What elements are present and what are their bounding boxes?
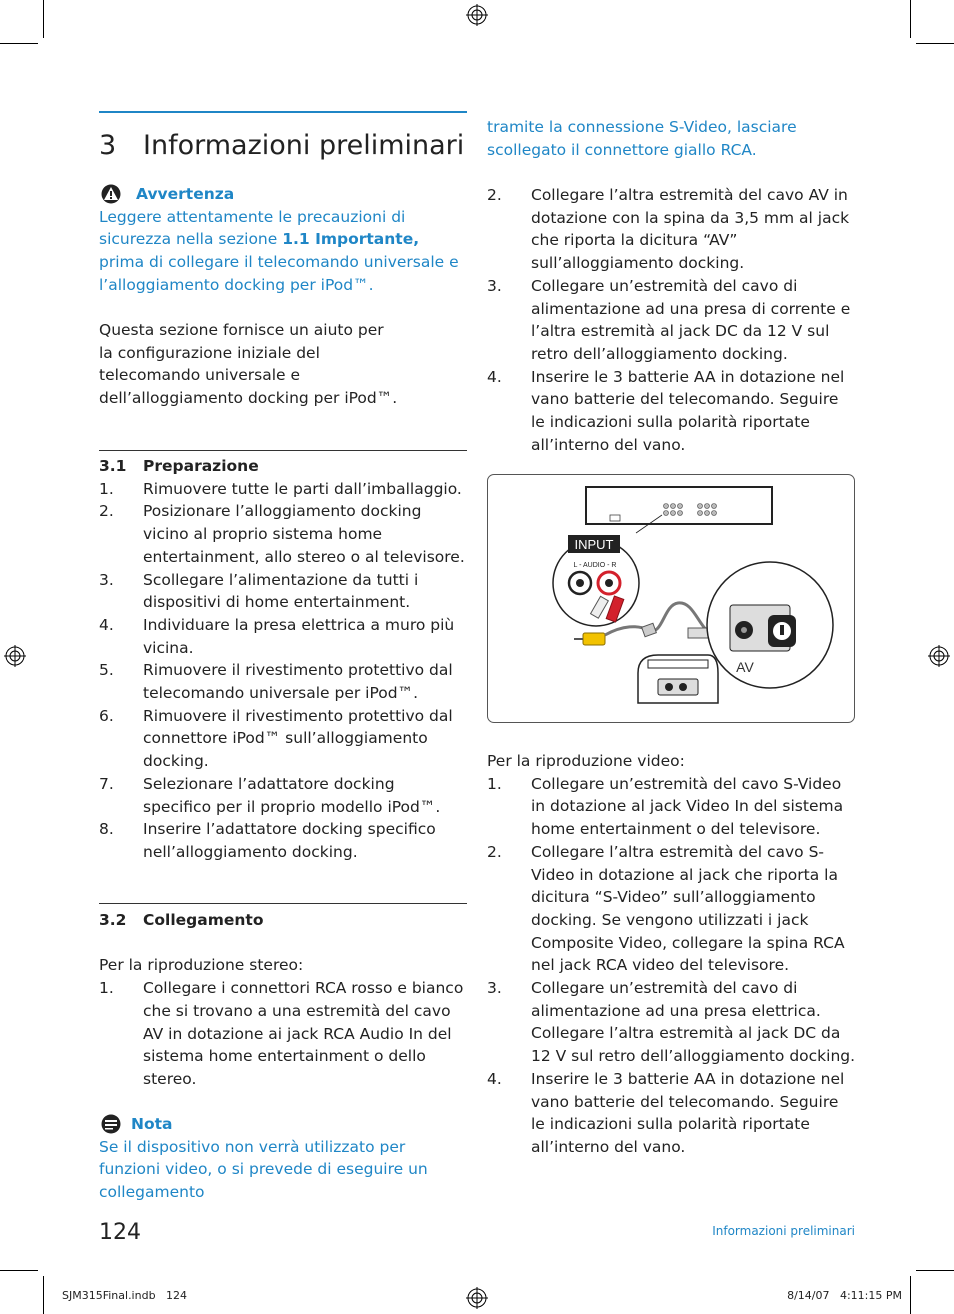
input-label: INPUT xyxy=(574,537,614,552)
list-item xyxy=(487,184,857,275)
crop-mark xyxy=(910,1276,911,1314)
list-item-text: Collegare un’estremità del cavo di alimentazione ad una presa elettrica. Collegare l’altra estremità al jack DC da 12 V sul retro dell’alloggiamento docking. xyxy=(531,979,856,1066)
list-item-number: 8. xyxy=(99,820,114,839)
section-number: 3.1 xyxy=(99,457,127,475)
list-item-text: Inserire le 3 batterie AA in dotazione nel vano batterie del telecomando. Seguire le indicazioni sulla polarità riportate all’interno del vano. xyxy=(531,1069,845,1156)
list-item-number: 3. xyxy=(487,276,502,295)
note-label: Nota xyxy=(131,1115,173,1133)
crop-mark xyxy=(0,43,38,44)
list-item-text: Rimuovere il rivestimento protettivo dal connettore iPod™ sull’alloggiamento docking. xyxy=(143,706,453,771)
note-text-left: Se il dispositivo non verrà utilizzato per funzioni video, o si prevede di eseguire un collegamento xyxy=(99,1137,428,1202)
list-item-text: Collegare i connettori RCA rosso e bianco che si trovano a una estremità del cavo AV in dotazione ai jack RCA Audio In del sistema home entertainment o dello stereo. xyxy=(143,979,464,1088)
list-item xyxy=(99,478,467,501)
registration-mark-icon xyxy=(466,4,488,26)
video-intro: Per la riproduzione video: xyxy=(487,752,685,770)
section-rule xyxy=(99,903,467,904)
video-list xyxy=(487,773,857,1159)
list-item xyxy=(99,614,467,659)
crop-mark xyxy=(910,0,911,38)
crop-mark xyxy=(43,0,44,38)
warning-icon xyxy=(99,184,123,204)
list-item xyxy=(487,773,857,841)
list-item xyxy=(99,659,467,704)
list-item-text: Collegare un’estremità del cavo S-Video in dotazione al jack Video In del sistema home entertainment o del televisore. xyxy=(531,774,844,839)
list-item-text: Selezionare l’adattatore docking specifico per il proprio modello iPod™. xyxy=(143,774,441,816)
list-item xyxy=(99,818,467,863)
intro-text: Questa sezione fornisce un aiuto per la configurazione iniziale del telecomando universale e dell’alloggiamento docking per iPod™. xyxy=(99,321,398,408)
list-item xyxy=(487,366,857,457)
list-item-text: Rimuovere tutte le parti dall’imballaggio. xyxy=(143,479,462,498)
list-item-number: 6. xyxy=(99,706,114,725)
connection-diagram xyxy=(488,475,854,722)
list-item-text: Collegare l’altra estremità del cavo AV in dotazione con la spina da 3,5 mm al jack che riporta la dicitura “AV” sull’alloggiamento docking. xyxy=(531,186,850,273)
stereo-list xyxy=(99,977,467,1091)
list-item-text: Collegare un’estremità del cavo di alimentazione ad una presa di corrente e l’altra estremità al jack DC da 12 V sul retro dell’alloggiamento docking. xyxy=(531,276,851,363)
list-item-number: 2. xyxy=(487,186,502,204)
chapter-title xyxy=(99,130,467,162)
note-text-right: tramite la connessione S-Video, lasciare scollegato il connettore giallo RCA. xyxy=(487,118,797,159)
list-item-number: 7. xyxy=(99,774,114,793)
list-item-text: Rimuovere il rivestimento protettivo dal telecomando universale per iPod™. xyxy=(143,661,453,703)
audio-label: L - AUDIO - R xyxy=(573,562,617,569)
chapter-rule xyxy=(99,111,467,113)
running-title: Informazioni preliminari xyxy=(712,1224,855,1238)
section-heading xyxy=(99,455,467,478)
list-item-number: 2. xyxy=(487,842,502,861)
list-item xyxy=(487,275,857,366)
warning-link[interactable]: 1.1 Importante, xyxy=(282,230,420,249)
stereo-intro: Per la riproduzione stereo: xyxy=(99,956,304,975)
warning-label: Avvertenza xyxy=(136,185,235,203)
chapter-number: 3 xyxy=(99,130,117,161)
list-item xyxy=(99,977,467,1091)
list-item-number: 4. xyxy=(487,1069,502,1088)
note-icon xyxy=(99,1114,123,1134)
page-number: 124 xyxy=(99,1220,141,1245)
crop-mark xyxy=(43,1276,44,1314)
list-item xyxy=(99,773,467,818)
stereo-list-cont xyxy=(487,184,857,456)
list-item xyxy=(99,500,467,568)
connection-figure xyxy=(487,474,855,723)
crop-mark xyxy=(916,43,954,44)
list-item-text: Collegare l’altra estremità del cavo S-Video in dotazione al jack che riporta la dicitura “S-Video” sull’alloggiamento docking. Se vengono utilizzati i jack Composite Video, collegare la spina RCA nel jack RCA video del televisore. xyxy=(531,842,845,975)
warning-box xyxy=(99,183,467,297)
registration-mark-icon xyxy=(928,645,950,667)
warning-text-a: Leggere attentamente le precauzioni di sicurezza nella sezione xyxy=(99,207,406,249)
av-label: AV xyxy=(736,659,754,675)
section-heading xyxy=(99,909,467,932)
slug-datetime: 8/14/07 4:11:15 PM xyxy=(787,1289,902,1302)
warning-text-b: prima di collegare il telecomando universale e l’alloggiamento docking per iPod™. xyxy=(99,253,459,294)
section-preparazione xyxy=(99,455,467,864)
video-section xyxy=(487,750,857,1159)
list-item-text: Posizionare l’alloggiamento docking vicino al proprio sistema home entertainment, allo stereo o al televisore. xyxy=(143,502,465,566)
list-item xyxy=(487,977,857,1068)
list-item-number: 1. xyxy=(99,979,114,998)
list-item-text: Individuare la presa elettrica a muro più vicina. xyxy=(143,615,455,657)
preparation-list xyxy=(99,478,467,864)
stereo-list-continued xyxy=(487,184,857,456)
list-item xyxy=(487,841,857,977)
list-item-text: Scollegare l’alimentazione da tutti i dispositivi di home entertainment. xyxy=(143,570,419,612)
list-item-text: Inserire l’adattatore docking specifico nell’alloggiamento docking. xyxy=(143,820,436,861)
chapter-title-text: Informazioni preliminari xyxy=(143,130,465,161)
list-item-number: 1. xyxy=(487,774,502,793)
intro-paragraph xyxy=(99,319,399,410)
list-item-number: 5. xyxy=(99,661,114,680)
slug-file: SJM315Final.indb 124 xyxy=(62,1289,188,1302)
list-item-number: 1. xyxy=(99,479,114,498)
section-collegamento xyxy=(99,909,467,1091)
section-number: 3.2 xyxy=(99,911,127,929)
note-continuation xyxy=(487,116,797,161)
section-title: Preparazione xyxy=(143,457,259,475)
crop-mark xyxy=(0,1270,38,1271)
list-item-number: 2. xyxy=(99,502,114,521)
list-item-number: 3. xyxy=(487,979,502,998)
section-title: Collegamento xyxy=(143,911,264,929)
registration-mark-icon xyxy=(466,1287,488,1309)
list-item xyxy=(99,705,467,773)
note-box xyxy=(99,1113,467,1204)
warning-text xyxy=(99,206,467,297)
list-item-number: 4. xyxy=(487,367,502,386)
list-item-number: 3. xyxy=(99,570,114,589)
section-rule xyxy=(99,450,467,451)
list-item-number: 4. xyxy=(99,615,114,634)
registration-mark-icon xyxy=(4,645,26,667)
list-item-text: Inserire le 3 batterie AA in dotazione nel vano batterie del telecomando. Seguire le indicazioni sulla polarità riportate all’interno del vano. xyxy=(531,367,845,454)
list-item xyxy=(99,569,467,614)
list-item xyxy=(487,1068,857,1159)
crop-mark xyxy=(916,1270,954,1271)
